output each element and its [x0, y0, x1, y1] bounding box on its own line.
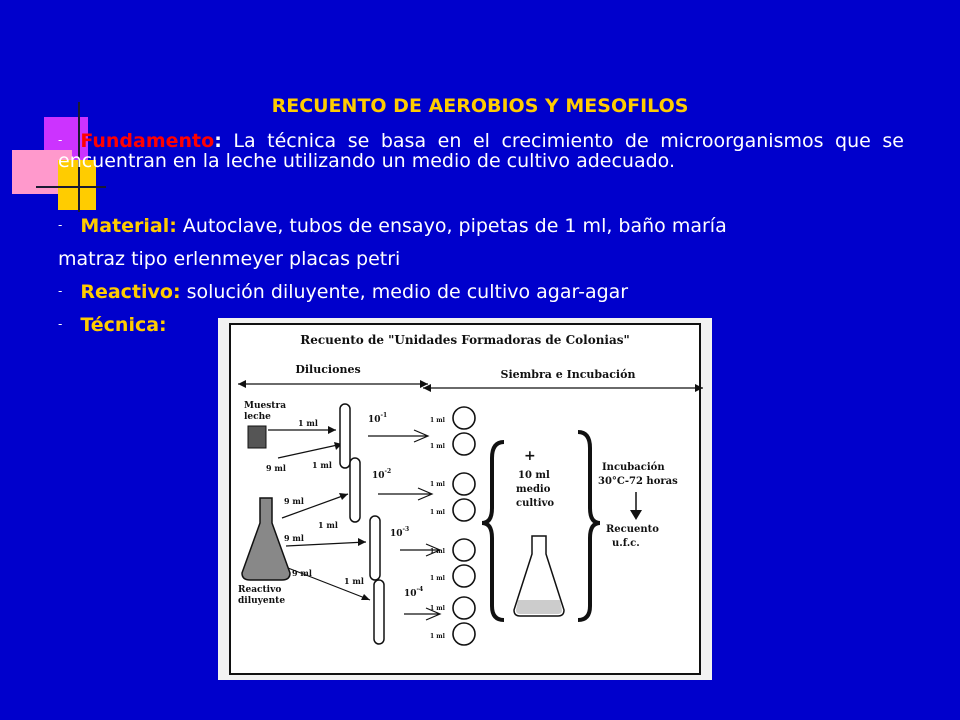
ufc-label: u.f.c.	[612, 538, 640, 549]
siembra-heading: Siembra e Incubación	[500, 368, 636, 381]
label-1ml: 1 ml	[430, 548, 445, 555]
dilution-4-base: 10	[404, 589, 417, 599]
label-1ml: 1 ml	[298, 418, 318, 428]
bullet-marker: -	[58, 317, 63, 331]
material-continuation: matraz tipo erlenmeyer placas petri	[58, 248, 401, 270]
dilution-2-base: 10	[372, 471, 385, 481]
label-1ml: 1 ml	[430, 509, 445, 516]
figure-title: Recuento de "Unidades Formadoras de Colonias"	[300, 333, 630, 347]
label-1ml: 1 ml	[430, 605, 445, 612]
dilution-2-exp: -2	[384, 468, 392, 475]
bullet-tecnica	[58, 313, 167, 336]
label-1ml: 1 ml	[318, 520, 338, 530]
label-1ml: 1 ml	[430, 481, 445, 488]
label-1ml: 1 ml	[430, 417, 445, 424]
plus-sign: +	[524, 448, 536, 464]
material-label: Material:	[80, 215, 177, 237]
culture-medium	[516, 600, 562, 614]
diluyente-label: diluyente	[238, 596, 286, 606]
dilution-1-exp: -1	[380, 412, 388, 419]
label-1ml: 1 ml	[430, 575, 445, 582]
label-1ml: 1 ml	[430, 633, 445, 640]
test-tube-2	[350, 458, 360, 522]
incubacion-temp: 30°C-72 horas	[598, 476, 678, 487]
incubacion-label: Incubación	[602, 462, 665, 473]
label-9ml: 9 ml	[292, 568, 312, 578]
tecnica-label: Técnica:	[80, 314, 167, 336]
milk-sample-jar	[248, 426, 266, 448]
ufc-procedure-figure	[218, 318, 712, 680]
material-text: Autoclave, tubos de ensayo, pipetas de 1 ml, baño maría	[176, 215, 727, 237]
medio-10ml: 10 ml	[518, 470, 550, 481]
bullet-marker: -	[58, 218, 63, 232]
bullet-fundamento	[58, 130, 904, 171]
label-1ml: 1 ml	[430, 443, 445, 450]
medio-label: medio	[516, 484, 551, 495]
label-9ml: 9 ml	[284, 533, 304, 543]
fundamento-label: Fundamento	[80, 130, 215, 152]
muestra-label: Muestra	[244, 401, 287, 411]
reactivo-label: Reactivo:	[80, 281, 181, 303]
bullet-marker: -	[58, 133, 63, 147]
reactivo-text: solución diluyente, medio de cultivo agar-agar	[180, 281, 629, 303]
test-tube-1	[340, 404, 350, 468]
deco-line-horizontal	[36, 186, 106, 188]
bullet-material	[58, 214, 918, 237]
diluciones-heading: Diluciones	[295, 363, 361, 376]
label-9ml: 9 ml	[284, 496, 304, 506]
label-1ml: 1 ml	[344, 576, 364, 586]
test-tube-3	[370, 516, 380, 580]
label-9ml: 9 ml	[266, 463, 286, 473]
reactivo-label: Reactivo	[238, 585, 282, 595]
ufc-diagram	[218, 318, 712, 680]
cultivo-label: cultivo	[516, 498, 555, 509]
bullet-marker: -	[58, 284, 63, 298]
label-1ml: 1 ml	[312, 460, 332, 470]
slide-title: RECUENTO DE AEROBIOS Y MESOFILOS	[271, 95, 689, 117]
fundamento-text: La técnica se basa en el crecimiento de microorganismos que se encuentran en la leche utilizando un medio de cultivo adecuado.	[58, 130, 904, 172]
dilution-4-exp: -4	[416, 586, 424, 593]
dilution-3-base: 10	[390, 529, 403, 539]
dilution-3-exp: -3	[402, 526, 410, 533]
dilution-1-base: 10	[368, 415, 381, 425]
test-tube-4	[374, 580, 384, 644]
fundamento-colon: :	[214, 130, 222, 152]
bullet-reactivo	[58, 280, 918, 303]
recuento-label: Recuento	[606, 524, 659, 535]
leche-label: leche	[244, 412, 271, 422]
